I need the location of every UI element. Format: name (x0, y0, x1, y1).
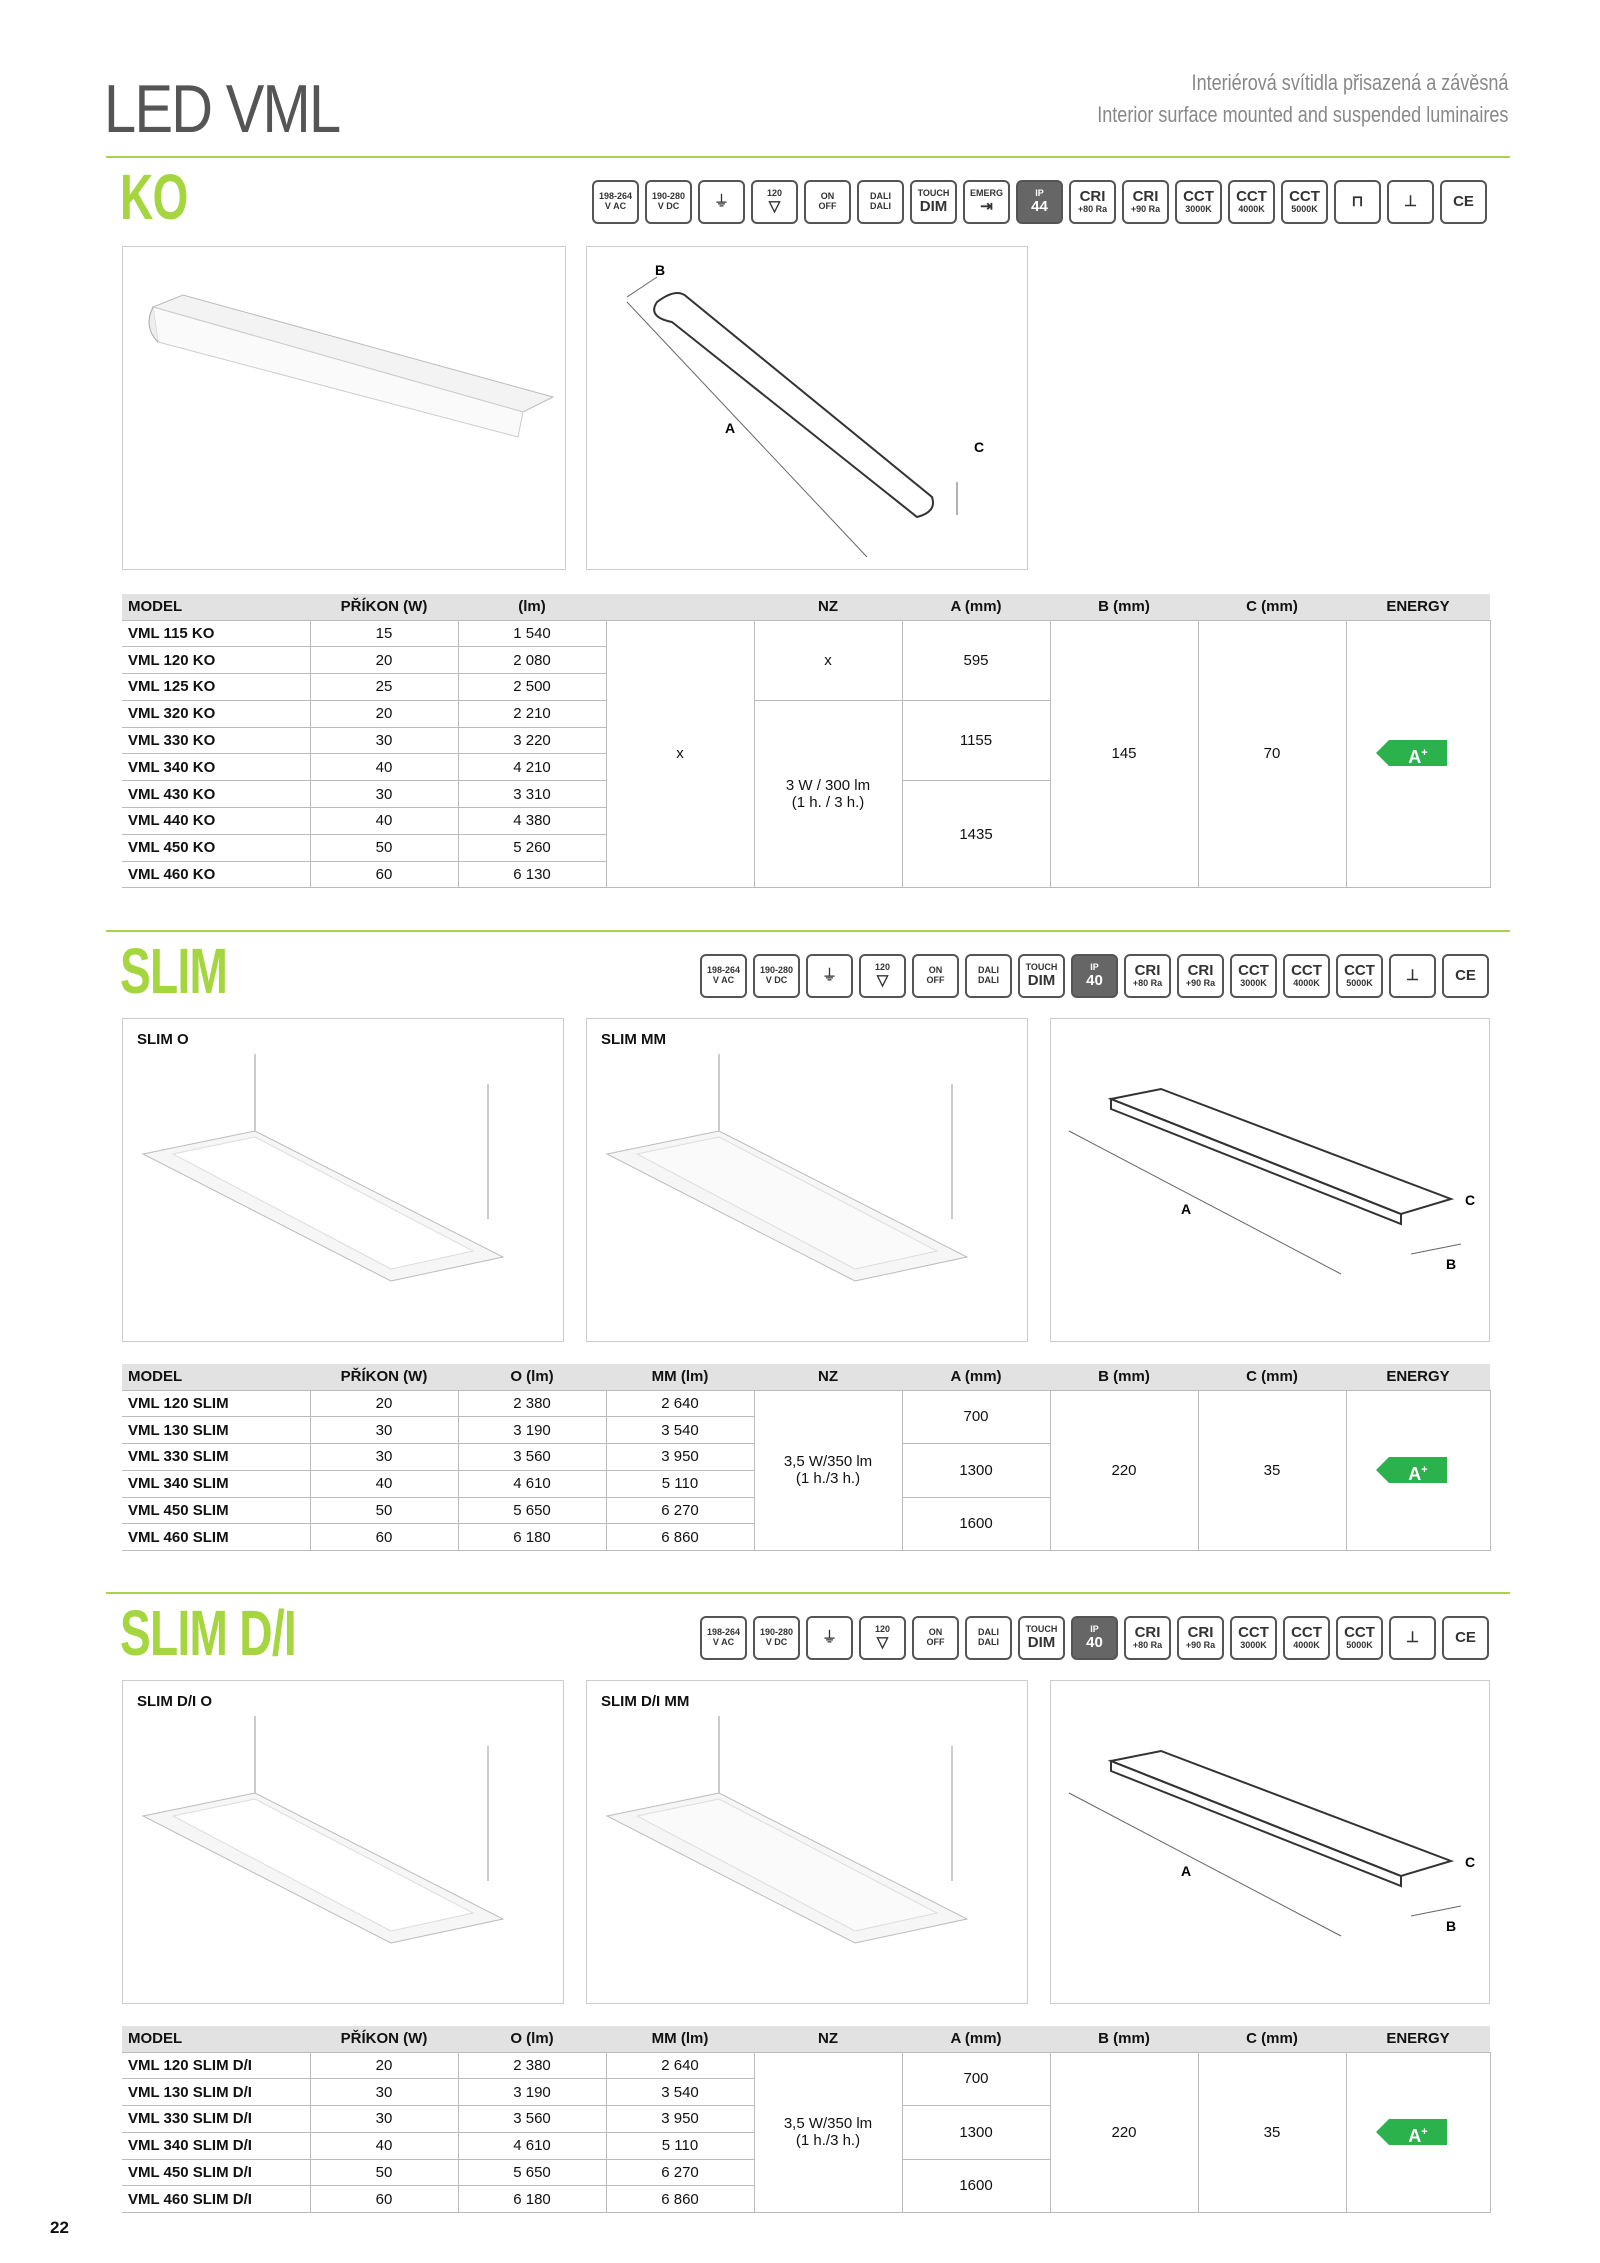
col-header: PŘÍKON (W) (310, 2026, 458, 2052)
divider (106, 1592, 1510, 1594)
col-header: ENERGY (1346, 1364, 1490, 1390)
image-label: SLIM O (137, 1031, 189, 1048)
dim-label-c: C (1465, 1854, 1476, 1870)
voltage-dc-icon: 190-280 V DC (753, 1616, 800, 1660)
dim-label-a: A (1181, 1863, 1192, 1879)
spec-table-slim (122, 1364, 1491, 1551)
product-photo-slim-di-mm (586, 1680, 1028, 2004)
earth-icon: ⏚ (698, 180, 745, 224)
dim-label-b: B (1446, 1256, 1457, 1272)
icon-row-ko (592, 180, 1487, 224)
model-cell: VML 125 KO (122, 674, 310, 701)
power-cell: 50 (310, 2159, 458, 2186)
ce-icon: CE (1442, 954, 1489, 998)
model-cell: VML 120 SLIM D/I (122, 2052, 310, 2079)
power-cell: 20 (310, 700, 458, 727)
model-cell: VML 450 SLIM (122, 1497, 310, 1524)
lumen-mm-cell: 6 860 (606, 1524, 754, 1551)
col-header: C (mm) (1198, 2026, 1346, 2052)
slim-drawing (1051, 1019, 1491, 1343)
model-cell: VML 320 KO (122, 700, 310, 727)
lumen-cell: 2 080 (458, 647, 606, 674)
col-header: C (mm) (1198, 1364, 1346, 1390)
col-header: C (mm) (1198, 594, 1346, 620)
image-label: SLIM D/I O (137, 1693, 212, 1710)
luminaire-ko-image (123, 247, 567, 571)
col-header: A (mm) (902, 594, 1050, 620)
col-header: B (mm) (1050, 1364, 1198, 1390)
ce-icon: CE (1440, 180, 1487, 224)
power-cell: 30 (310, 727, 458, 754)
lumen-cell: 6 130 (458, 861, 606, 888)
divider (106, 930, 1510, 932)
lumen-o-cell: 6 180 (458, 1524, 606, 1551)
cct3000-icon: CCT 3000K (1230, 954, 1277, 998)
spec-table-ko (122, 594, 1491, 888)
a-cell: 1300 (902, 1444, 1050, 1498)
lumen-mm-cell: 5 110 (606, 2132, 754, 2159)
model-cell: VML 130 SLIM (122, 1417, 310, 1444)
model-cell: VML 340 KO (122, 754, 310, 781)
model-cell: VML 340 SLIM (122, 1470, 310, 1497)
section-title-slim: SLIM (120, 935, 228, 1007)
power-cell: 40 (310, 808, 458, 835)
cct3000-icon: CCT 3000K (1230, 1616, 1277, 1660)
dimension-drawing-slim (1050, 1018, 1490, 1342)
product-photo-slim-o (122, 1018, 564, 1342)
dali-icon: DALI DALI (965, 954, 1012, 998)
power-cell: 20 (310, 647, 458, 674)
power-cell: 30 (310, 1444, 458, 1471)
energy-badge: A+ (1389, 2119, 1447, 2145)
power-cell: 30 (310, 2079, 458, 2106)
dali-icon: DALI DALI (857, 180, 904, 224)
subtitle-en: Interior surface mounted and suspended luminaires (1096, 102, 1508, 127)
lumen-cell: 3 310 (458, 781, 606, 808)
cri90-icon: CRI +90 Ra (1177, 1616, 1224, 1660)
nz-cell: 3 W / 300 lm (1 h. / 3 h.) (754, 700, 902, 888)
col-header: B (mm) (1050, 2026, 1198, 2052)
model-cell: VML 130 SLIM D/I (122, 2079, 310, 2106)
page-number: 22 (50, 2218, 69, 2237)
model-cell: VML 430 KO (122, 781, 310, 808)
dim-label-b: B (1446, 1918, 1457, 1934)
col-header: O (lm) (458, 2026, 606, 2052)
surface-mount-icon: ⊓ (1334, 180, 1381, 224)
angle-120-icon: 120 ▽ (859, 1616, 906, 1660)
nz-cell: 3,5 W/350 lm (1 h./3 h.) (754, 1390, 902, 1551)
slim-mm-image (587, 1019, 1029, 1343)
section-title-ko: KO (120, 161, 188, 233)
model-cell: VML 120 SLIM (122, 1390, 310, 1417)
model-cell: VML 460 KO (122, 861, 310, 888)
power-cell: 20 (310, 2052, 458, 2079)
cct4000-icon: CCT 4000K (1228, 180, 1275, 224)
model-cell: VML 330 KO (122, 727, 310, 754)
power-cell: 60 (310, 1524, 458, 1551)
col-header: MM (lm) (606, 1364, 754, 1390)
b-cell: 145 (1050, 620, 1198, 888)
power-cell: 50 (310, 834, 458, 861)
power-cell: 25 (310, 674, 458, 701)
col-header: MM (lm) (606, 2026, 754, 2052)
lumen-mm-cell: 3 950 (606, 2106, 754, 2133)
product-photo-slim-mm (586, 1018, 1028, 1342)
energy-cell (1346, 1390, 1490, 1551)
cri80-icon: CRI +80 Ra (1124, 954, 1171, 998)
lumen-o-cell: 2 380 (458, 2052, 606, 2079)
nz-cell: 3,5 W/350 lm (1 h./3 h.) (754, 2052, 902, 2213)
col-header: MODEL (122, 594, 310, 620)
power-cell: 30 (310, 781, 458, 808)
page-title: LED VML (104, 71, 340, 147)
dimension-drawing-ko (586, 246, 1028, 570)
angle-120-icon: 120 ▽ (859, 954, 906, 998)
cct4000-icon: CCT 4000K (1283, 1616, 1330, 1660)
power-cell: 30 (310, 2106, 458, 2133)
ip44-icon: IP 44 (1016, 180, 1063, 224)
model-cell: VML 450 KO (122, 834, 310, 861)
divider (106, 156, 1510, 158)
lumen-mm-cell: 3 540 (606, 1417, 754, 1444)
on-off-icon: ON OFF (804, 180, 851, 224)
col-header: (lm) (458, 594, 606, 620)
lumen-cell: 4 380 (458, 808, 606, 835)
lumen-o-cell: 5 650 (458, 1497, 606, 1524)
power-cell: 40 (310, 1470, 458, 1497)
touch-dim-icon: TOUCH DIM (910, 180, 957, 224)
dim-label-c: C (974, 439, 985, 455)
lumen-cell: 4 210 (458, 754, 606, 781)
ip40-icon: IP 40 (1071, 954, 1118, 998)
col-header: ENERGY (1346, 594, 1490, 620)
a-cell: 1600 (902, 2159, 1050, 2213)
touch-dim-icon: TOUCH DIM (1018, 954, 1065, 998)
earth-icon: ⏚ (806, 1616, 853, 1660)
lumen-o-cell: 4 610 (458, 1470, 606, 1497)
power-cell: 40 (310, 2132, 458, 2159)
lumen-o-cell: 5 650 (458, 2159, 606, 2186)
subtitle-cz: Interiérová svítidla přisazená a závěsná (1191, 70, 1508, 95)
lumen-o-cell: 3 560 (458, 1444, 606, 1471)
lumen-o-cell: 3 560 (458, 2106, 606, 2133)
cct3000-icon: CCT 3000K (1175, 180, 1222, 224)
voltage-ac-icon: 198-264 V AC (700, 1616, 747, 1660)
ko-drawing (587, 247, 1029, 571)
model-cell: VML 440 KO (122, 808, 310, 835)
lumen-mm-cell: 2 640 (606, 2052, 754, 2079)
a-cell: 595 (902, 620, 1050, 700)
lumen-o-cell: 3 190 (458, 2079, 606, 2106)
image-label: SLIM MM (601, 1031, 666, 1048)
power-cell: 60 (310, 861, 458, 888)
icon-row-slim (700, 954, 1489, 998)
power-cell: 60 (310, 2186, 458, 2213)
on-off-icon: ON OFF (912, 1616, 959, 1660)
lumen-cell: 2 500 (458, 674, 606, 701)
lumen-o-cell: 4 610 (458, 2132, 606, 2159)
power-cell: 50 (310, 1497, 458, 1524)
variant-cell: x (606, 620, 754, 888)
ip40-icon: IP 40 (1071, 1616, 1118, 1660)
lumen-cell: 1 540 (458, 620, 606, 647)
model-cell: VML 450 SLIM D/I (122, 2159, 310, 2186)
table-row (122, 620, 1490, 647)
table-row (122, 1390, 1490, 1417)
table-row (122, 2052, 1490, 2079)
cct5000-icon: CCT 5000K (1336, 1616, 1383, 1660)
col-header: NZ (754, 594, 902, 620)
energy-cell (1346, 2052, 1490, 2213)
dim-label-b: B (655, 262, 666, 278)
emergency-icon: EMERG ⇥ (963, 180, 1010, 224)
a-cell: 1600 (902, 1497, 1050, 1551)
col-header: A (mm) (902, 2026, 1050, 2052)
dimension-drawing-slim-di (1050, 1680, 1490, 2004)
model-cell: VML 120 KO (122, 647, 310, 674)
cri80-icon: CRI +80 Ra (1124, 1616, 1171, 1660)
dim-label-a: A (1181, 1201, 1192, 1217)
dim-label-a: A (725, 420, 736, 436)
lumen-mm-cell: 2 640 (606, 1390, 754, 1417)
col-header: NZ (754, 2026, 902, 2052)
touch-dim-icon: TOUCH DIM (1018, 1616, 1065, 1660)
image-label: SLIM D/I MM (601, 1693, 690, 1710)
product-photo-ko (122, 246, 566, 570)
col-header (606, 594, 754, 620)
nz-cell: x (754, 620, 902, 700)
col-header: B (mm) (1050, 594, 1198, 620)
col-header: MODEL (122, 2026, 310, 2052)
cct5000-icon: CCT 5000K (1336, 954, 1383, 998)
slim-o-image (123, 1019, 565, 1343)
lumen-mm-cell: 6 270 (606, 1497, 754, 1524)
voltage-dc-icon: 190-280 V DC (753, 954, 800, 998)
suspended-icon: ⊥ (1389, 1616, 1436, 1660)
a-cell: 1300 (902, 2106, 1050, 2160)
on-off-icon: ON OFF (912, 954, 959, 998)
energy-badge: A+ (1389, 1457, 1447, 1483)
lumen-o-cell: 6 180 (458, 2186, 606, 2213)
cri90-icon: CRI +90 Ra (1122, 180, 1169, 224)
lumen-o-cell: 2 380 (458, 1390, 606, 1417)
voltage-ac-icon: 198-264 V AC (700, 954, 747, 998)
model-cell: VML 340 SLIM D/I (122, 2132, 310, 2159)
section-title-slim-di: SLIM D/I (120, 1597, 296, 1669)
lumen-cell: 5 260 (458, 834, 606, 861)
dali-icon: DALI DALI (965, 1616, 1012, 1660)
voltage-ac-icon: 198-264 V AC (592, 180, 639, 224)
col-header: PŘÍKON (W) (310, 1364, 458, 1390)
model-cell: VML 460 SLIM D/I (122, 2186, 310, 2213)
a-cell: 1435 (902, 781, 1050, 888)
b-cell: 220 (1050, 2052, 1198, 2213)
product-photo-slim-di-o (122, 1680, 564, 2004)
suspended-icon: ⊥ (1387, 180, 1434, 224)
ce-icon: CE (1442, 1616, 1489, 1660)
power-cell: 20 (310, 1390, 458, 1417)
suspended-icon: ⊥ (1389, 954, 1436, 998)
b-cell: 220 (1050, 1390, 1198, 1551)
a-cell: 700 (902, 2052, 1050, 2106)
slim-di-o-image (123, 1681, 565, 2005)
lumen-cell: 2 210 (458, 700, 606, 727)
slim-di-mm-image (587, 1681, 1029, 2005)
cri80-icon: CRI +80 Ra (1069, 180, 1116, 224)
col-header: ENERGY (1346, 2026, 1490, 2052)
lumen-mm-cell: 6 270 (606, 2159, 754, 2186)
col-header: NZ (754, 1364, 902, 1390)
col-header: PŘÍKON (W) (310, 594, 458, 620)
energy-cell (1346, 620, 1490, 888)
lumen-mm-cell: 5 110 (606, 1470, 754, 1497)
lumen-mm-cell: 6 860 (606, 2186, 754, 2213)
lumen-o-cell: 3 190 (458, 1417, 606, 1444)
c-cell: 35 (1198, 1390, 1346, 1551)
cct5000-icon: CCT 5000K (1281, 180, 1328, 224)
cct4000-icon: CCT 4000K (1283, 954, 1330, 998)
icon-row-slim-di (700, 1616, 1489, 1660)
power-cell: 15 (310, 620, 458, 647)
model-cell: VML 330 SLIM (122, 1444, 310, 1471)
dim-label-c: C (1465, 1192, 1476, 1208)
c-cell: 35 (1198, 2052, 1346, 2213)
lumen-mm-cell: 3 540 (606, 2079, 754, 2106)
col-header: A (mm) (902, 1364, 1050, 1390)
earth-icon: ⏚ (806, 954, 853, 998)
a-cell: 1155 (902, 700, 1050, 780)
model-cell: VML 330 SLIM D/I (122, 2106, 310, 2133)
angle-120-icon: 120 ▽ (751, 180, 798, 224)
model-cell: VML 460 SLIM (122, 1524, 310, 1551)
lumen-mm-cell: 3 950 (606, 1444, 754, 1471)
model-cell: VML 115 KO (122, 620, 310, 647)
power-cell: 30 (310, 1417, 458, 1444)
spec-table-slim-di (122, 2026, 1491, 2213)
col-header: MODEL (122, 1364, 310, 1390)
cri90-icon: CRI +90 Ra (1177, 954, 1224, 998)
a-cell: 700 (902, 1390, 1050, 1444)
lumen-cell: 3 220 (458, 727, 606, 754)
power-cell: 40 (310, 754, 458, 781)
energy-badge: A+ (1389, 740, 1447, 766)
col-header: O (lm) (458, 1364, 606, 1390)
voltage-dc-icon: 190-280 V DC (645, 180, 692, 224)
slim-di-drawing (1051, 1681, 1491, 2005)
c-cell: 70 (1198, 620, 1346, 888)
